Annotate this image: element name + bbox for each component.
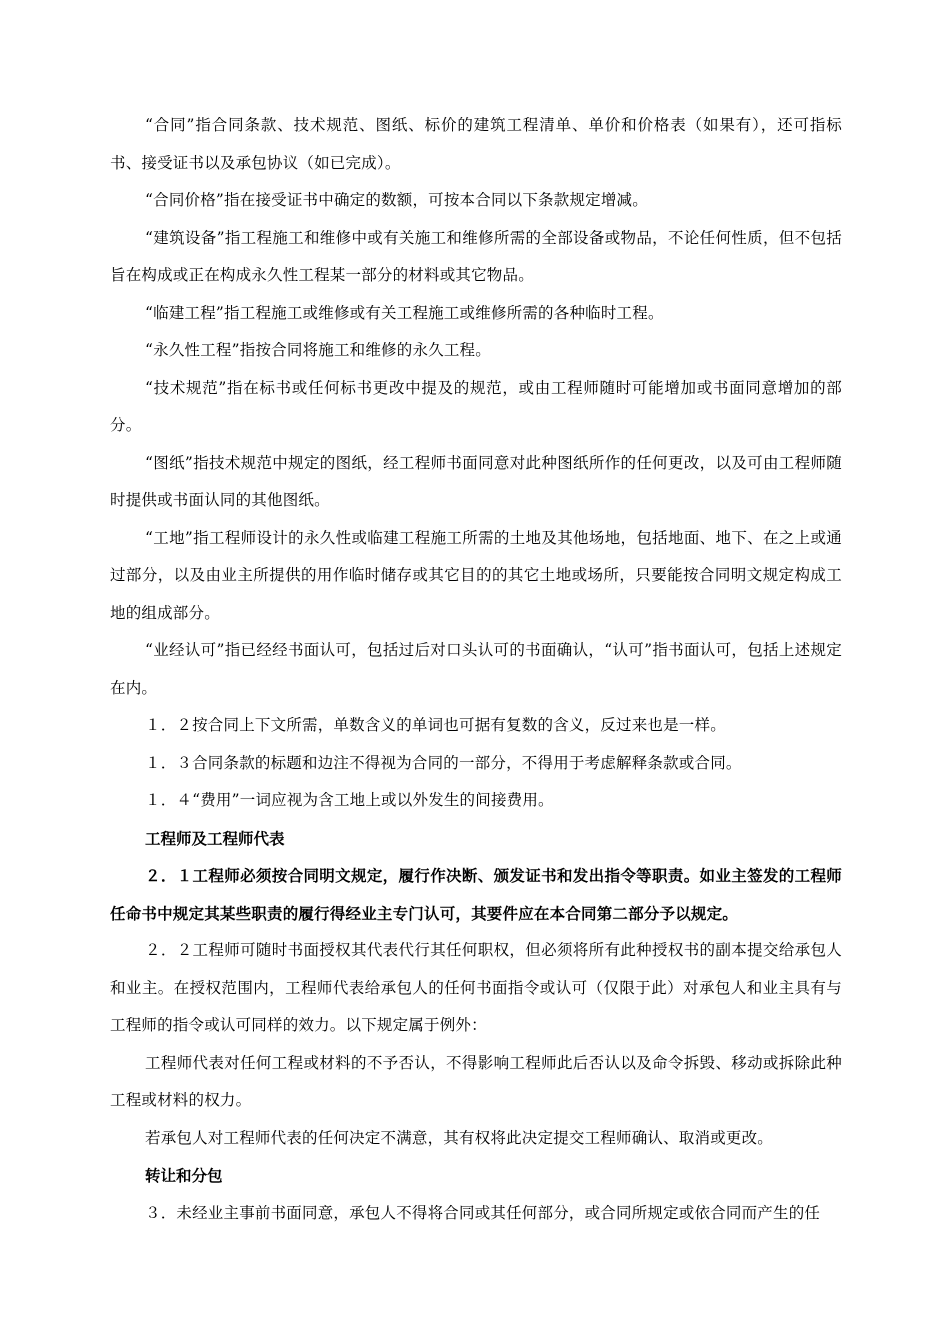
clause-1-3: １．３合同条款的标题和边注不得视为合同的一部分，不得用于考虑解释条款或合同。 — [145, 753, 742, 772]
clause-2-2: ２．２工程师可随时书面授权其代表代行其任何职权，但必须将所有此种授权书的副本提交给承包人和业主。在授权范围内，工程师代表给承包人的任何书面指令或认可（仅限于此）对承包人和业主具有与工程师的指令或认可同样的效力。以下规定属于例外： — [110, 941, 842, 1034]
clause-1-2: １．２按合同上下文所需，单数含义的单词也可据有复数的含义，反过来也是一样。 — [145, 716, 726, 734]
definition-specification: “技术规范”指在标书或任何标书更改中提及的规范，或由工程师随时可能增加或书面同意增加的部分。 — [110, 378, 842, 434]
definition-construction-equipment: “建筑设备”指工程施工和维修中或有关施工和维修所需的全部设备或物品，不论任何性质，但不包括旨在构成或正在构成永久性工程某一部分的材料或其它物品。 — [110, 228, 842, 284]
section-heading-transfer: 转让和分包 — [145, 1166, 223, 1185]
definition-site: “工地”指工程师设计的永久性或临建工程施工所需的土地及其他场地，包括地面、地下、在之上或通过部分，以及由业主所提供的用作临时储存或其它目的的其它土地或场所，只要能按合同明文规定构成工地的组成部分。 — [110, 528, 842, 622]
definition-approved: “业经认可”指已经经书面认可，包括过后对口头认可的书面确认，“认可”指书面认可，包括上述规定在内。 — [110, 641, 842, 697]
clause-2-1: ２．１工程师必须按合同明文规定，履行作决断、颁发证书和发出指令等职责。如业主签发的工程师任命书中规定其某些职责的履行得经业主专门认可，其要件应在本合同第二部分予以规定。 — [110, 866, 842, 923]
clause-2-2-appeal: 若承包人对工程师代表的任何决定不满意，其有权将此决定提交工程师确认、取消或更改。 — [145, 1128, 774, 1147]
clause-1-4: １．４“费用”一词应视为含工地上或以外发生的间接费用。 — [145, 791, 554, 809]
definition-drawings: “图纸”指技术规范中规定的图纸，经工程师书面同意对此种图纸所作的任何更改，以及可由工程师随时提供或书面认同的其他图纸。 — [110, 453, 842, 509]
clause-2-2-exception: 工程师代表对任何工程或材料的不予否认，不得影响工程师此后否认以及命令拆毁、移动或拆除此种工程或材料的权力。 — [110, 1053, 842, 1109]
clause-3: ３．未经业主事前书面同意，承包人不得将合同或其任何部分，或合同所规定或依合同而产生的任 — [145, 1203, 821, 1222]
section-heading-engineer: 工程师及工程师代表 — [145, 828, 285, 848]
document-page — [110, 107, 842, 1232]
definition-contract: “合同”指合同条款、技术规范、图纸、标价的建筑工程清单、单价和价格表（如果有），还可指标书、接受证书以及承包协议（如已完成）。 — [110, 116, 842, 172]
definition-temporary-works: “临建工程”指工程施工或维修或有关工程施工或维修所需的各种临时工程。 — [145, 303, 664, 322]
definition-contract-price: “合同价格”指在接受证书中确定的数额，可按本合同以下条款规定增减。 — [145, 191, 648, 209]
definition-permanent-works: “永久性工程”指按合同将施工和维修的永久工程。 — [145, 341, 491, 359]
